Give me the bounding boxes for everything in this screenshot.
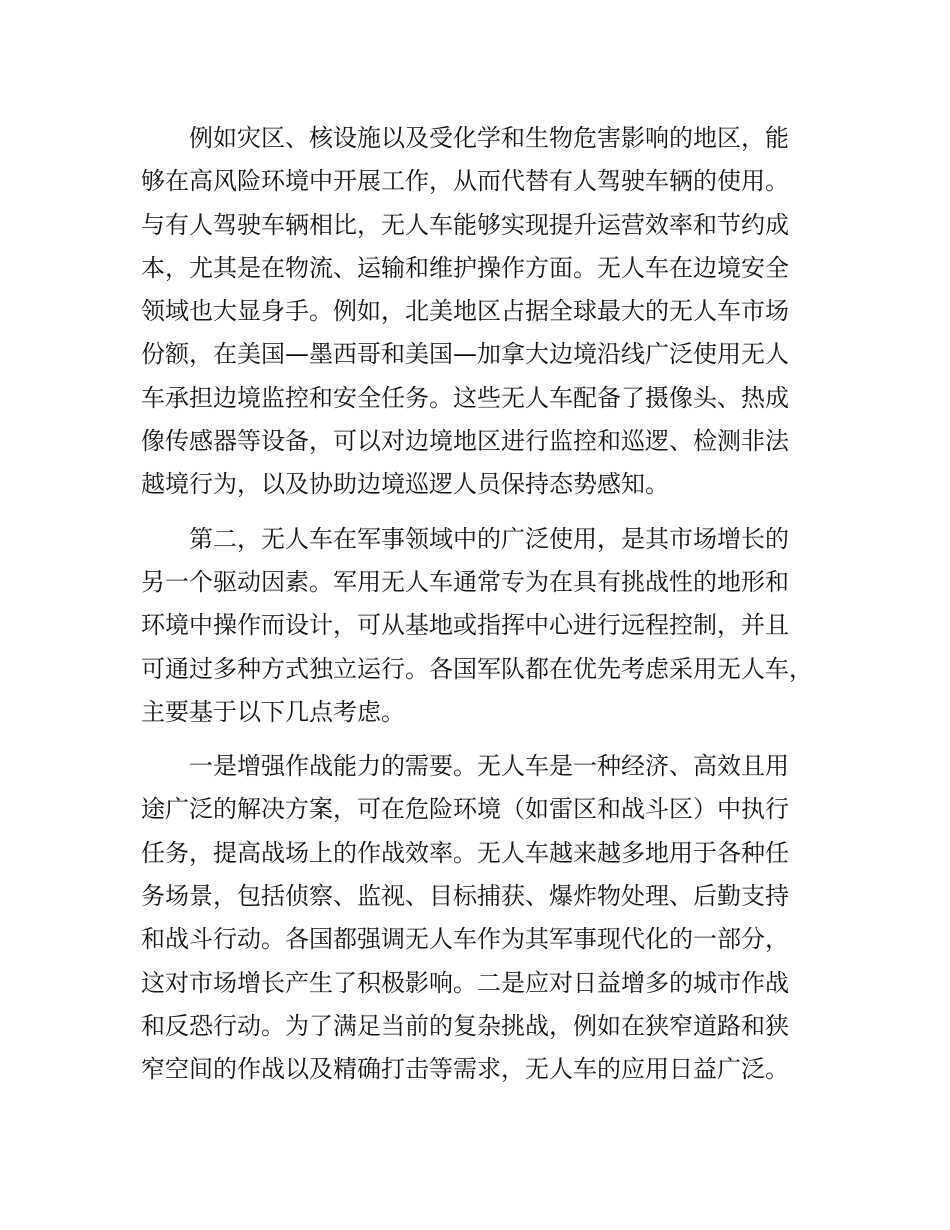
- paragraph-2: [141, 518, 841, 734]
- paragraph-line: 这对市场增长产生了积极影响。二是应对日益增多的城市作战: [141, 968, 789, 997]
- paragraph-line: 车承担边境监控和安全任务。这些无人车配备了摄像头、热成: [141, 383, 789, 412]
- paragraph-line: 可通过多种方式独立运行。各国军队都在优先考虑采用无人车，: [141, 654, 813, 683]
- paragraph-line: 像传感器等设备，可以对边境地区进行监控和巡逻、检测非法: [141, 427, 789, 456]
- paragraph-line: 环境中操作而设计，可从基地或指挥中心进行远程控制，并且: [141, 611, 789, 640]
- paragraph-1: [141, 117, 841, 507]
- paragraph-line: 和战斗行动。各国都强调无人车作为其军事现代化的一部分，: [141, 925, 789, 954]
- document-body: [141, 117, 841, 1103]
- paragraph-line: 越境行为，以及协助边境巡逻人员保持态势感知。: [141, 470, 669, 499]
- paragraph-line: 份额，在美国—墨西哥和美国—加拿大边境沿线广泛使用无人: [141, 340, 789, 369]
- paragraph-line: 务场景，包括侦察、监视、目标捕获、爆炸物处理、后勤支持: [141, 882, 789, 911]
- paragraph-line: 第二，无人车在军事领域中的广泛使用，是其市场增长的: [189, 524, 789, 553]
- paragraph-line: 与有人驾驶车辆相比，无人车能够实现提升运营效率和节约成: [141, 210, 789, 239]
- paragraph-3: [141, 745, 841, 1091]
- paragraph-line: 主要基于以下几点考虑。: [141, 697, 405, 726]
- paragraph-line: 一是增强作战能力的需要。无人车是一种经济、高效且用: [189, 752, 789, 781]
- paragraph-line: 任务，提高战场上的作战效率。无人车越来越多地用于各种任: [141, 838, 789, 867]
- paragraph-line: 另一个驱动因素。军用无人车通常专为在具有挑战性的地形和: [141, 567, 789, 596]
- paragraph-line: 例如灾区、核设施以及受化学和生物危害影响的地区，能: [189, 124, 789, 152]
- paragraph-line: 和反恐行动。为了满足当前的复杂挑战，例如在狭窄道路和狭: [141, 1011, 789, 1040]
- paragraph-line: 领域也大显身手。例如，北美地区占据全球最大的无人车市场: [141, 297, 789, 326]
- paragraph-line: 途广泛的解决方案，可在危险环境（如雷区和战斗区）中执行: [141, 795, 789, 824]
- paragraph-line: 本，尤其是在物流、运输和维护操作方面。无人车在边境安全: [141, 253, 789, 282]
- paragraph-line: 窄空间的作战以及精确打击等需求，无人车的应用日益广泛。: [141, 1055, 789, 1084]
- paragraph-line: 够在高风险环境中开展工作，从而代替有人驾驶车辆的使用。: [141, 167, 789, 196]
